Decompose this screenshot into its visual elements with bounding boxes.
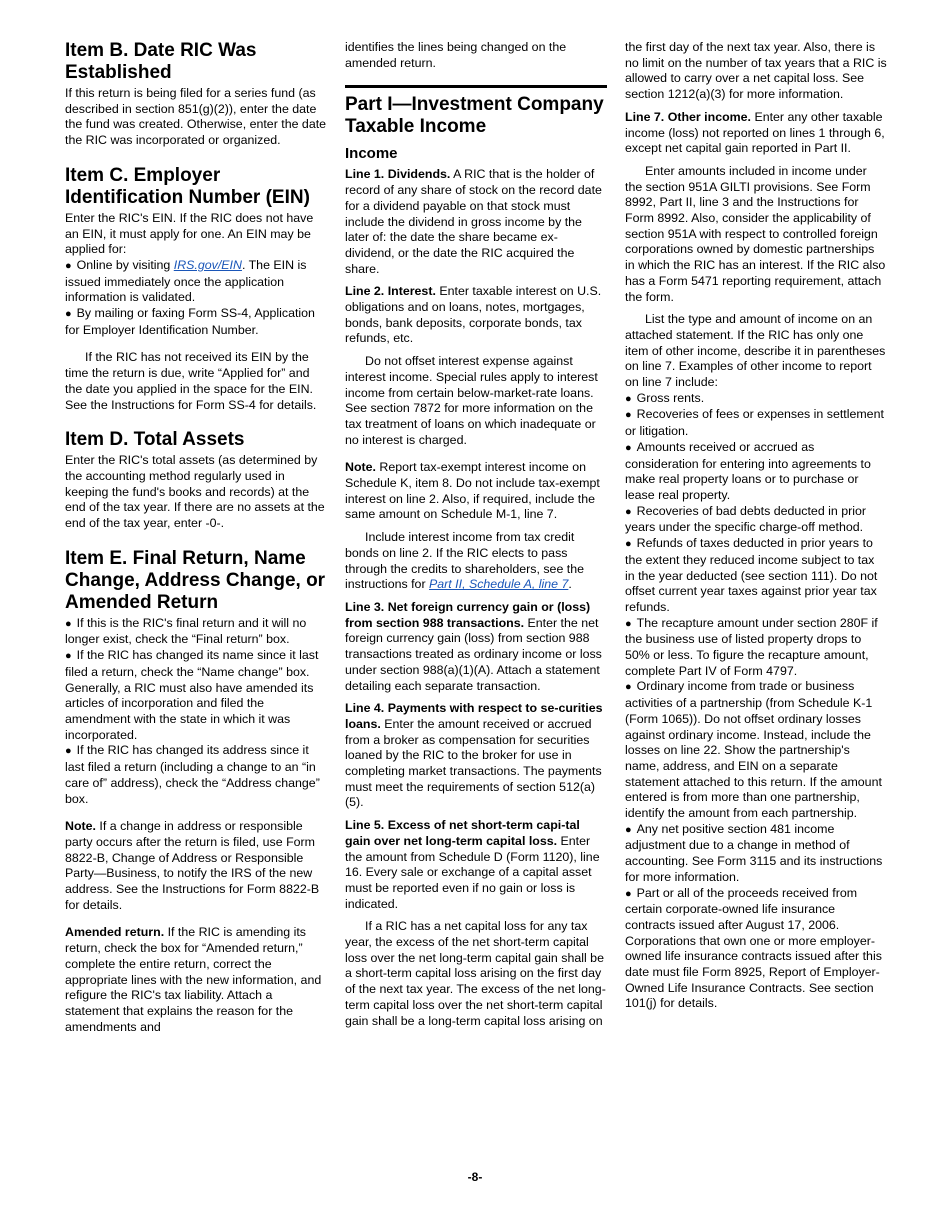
bullet-icon: ● — [625, 617, 632, 630]
part-i-section — [345, 85, 607, 138]
other-income-bullet: ● Any net positive section 481 income adjustment due to a change in method of accounting. See Form 3115 and its instructions for more information. — [625, 821, 883, 884]
line-2-note: Note. Report tax-exempt interest income on Schedule K, item 8. Do not include tax-exempt interest on line 2. Also, if required, include the same amount on Schedule M-1, line 7. — [345, 460, 600, 522]
irs-ein-link[interactable]: IRS.gov/EIN — [173, 257, 242, 272]
column-3 — [625, 40, 887, 1012]
page-number: -8- — [467, 1170, 483, 1184]
continued-text: the first day of the next tax year. Also, there is no limit on the number of tax years that a RIC is allowed to carry over a net capital loss. See section 1212(a)(3) for more information. — [625, 40, 887, 102]
bullet-icon: ● — [625, 681, 632, 694]
bullet-icon: ● — [625, 887, 632, 900]
bullet-icon: ● — [625, 538, 632, 551]
other-income-bullet: ● Refunds of taxes deducted in prior years to the extent they reduced income subject to tax in the year deducted (see section 111). Do not offset current year taxes against prior year tax refunds. — [625, 536, 878, 614]
bullet-icon: ● — [65, 308, 72, 321]
bullet-icon: ● — [65, 745, 72, 758]
item-d-text: Enter the RIC's total assets (as determined by the accounting method regularly used in keeping the fund's books and records) at the end of the tax year. If there are no assets at the end of the tax year, enter -0-. — [65, 453, 325, 531]
line-2-paragraph-3: Include interest income from tax credit bonds on line 2. If the RIC elects to pass through the credits to shareholders, see the instructions for Part II, Schedule A, line 7. — [345, 530, 585, 592]
bullet-icon: ● — [65, 650, 72, 663]
item-e-heading: Item E. Final Return, Name Change, Address Change, or Amended Return — [65, 547, 326, 613]
other-income-bullet: ● Recoveries of fees or expenses in settlement or litigation. — [625, 407, 884, 439]
line-2-paragraph-2: Do not offset interest expense against interest income. Special rules apply to interest income from certain below-market-rate loans. See section 7872 for more information on the tax treatment of loans on which inadequate or no interest is charged. — [345, 354, 598, 447]
line-2-paragraph: Line 2. Interest. Enter taxable interest on U.S. obligations and on loans, notes, mortgages, bonds, bank deposits, corporate bonds, tax refunds, etc. — [345, 284, 602, 346]
other-income-bullet: ● Amounts received or accrued as consideration for entering into agreements to make real property loans or to purchase or lease real property. — [625, 439, 871, 502]
item-e-bullet-1: ● If this is the RIC's final return and it will no longer exist, check the “Final return” box. — [65, 615, 307, 647]
line-7-paragraph-3: List the type and amount of income on an attached statement. If the RIC has only one item of other income, describe it in parentheses on line 7. Examples of other income to report on line 7 include: — [625, 312, 886, 390]
income-heading: Income — [345, 145, 398, 163]
other-income-bullet: ● Part or all of the proceeds received from certain corporate-owned life insurance contracts issued after August 17, 2006. Corporations that own one or more employer-owned life insurance contracts issued after this date must file Form 8925, Report of Employer-Owned Life Insurance Contracts. See section 101(j) for details. — [625, 885, 882, 1011]
item-c-heading: Item C. Employer Identification Number (EIN) — [65, 164, 310, 208]
continued-text: identifies the lines being changed on the amended return. — [345, 40, 567, 70]
other-income-bullet: ● Ordinary income from trade or business activities of a partnership (from Schedule K-1 (Form 1065)). Do not offset ordinary losses against ordinary income. Instead, include the losses on line 22. Show the partnership's name, address, and EIN on a separate statement attached to this return. If the amount entered is from more than one partnership, identify the amount from each partnership. — [625, 679, 882, 821]
item-c-paragraph-2: If the RIC has not received its EIN by the time the return is due, write “Applied for” and the date you applied in the space for the EIN. See the Instructions for Form SS-4 for details. — [65, 350, 317, 412]
line-7-paragraph: Line 7. Other income. Enter any other taxable income (loss) not reported on lines 1 through 6, except net capital gain reported in Part II. — [625, 109, 885, 156]
other-income-bullet: ● Recoveries of bad debts deducted in prior years under the specific charge-off method. — [625, 503, 867, 535]
item-c-text: Enter the RIC's EIN. If the RIC does not have an EIN, it must apply for one. An EIN may be applied for: — [65, 210, 314, 257]
item-e-bullet-2: ● If the RIC has changed its name since it last filed a return, check the “Name change” box. Generally, a RIC must also have amended its articles of incorporation and filed the amendment with the state in which it was incorporated. — [65, 648, 319, 742]
other-income-bullet: ● Gross rents. — [625, 390, 705, 405]
item-b-heading: Item B. Date RIC Was Established — [65, 40, 257, 83]
line-5-paragraph-2: If a RIC has a net capital loss for any tax year, the excess of the net short-term capital loss over the net long-term capital gain shall be a short-term capital loss arising on the first day of the next tax year. The excess of the net long-term capital loss over the net short-term capital gain shall be a long-term capital loss arising on — [345, 919, 606, 1028]
amended-return-paragraph: Amended return. If the RIC is amending its return, check the box for “Amended return,” complete the entire return, correct the appropriate lines with the new information, and refigure the RIC's tax liability. Attach a statement that explains the reason for the amendments and — [65, 925, 322, 1034]
line-4-paragraph: Line 4. Payments with respect to se-curities loans. Enter the amount received or accrued from a broker as compensation for securities loaned by the RIC to the broker for use in completing market transactions. The payments must meet the requirements of section 512(a)(5). — [345, 701, 603, 810]
bullet-icon: ● — [625, 505, 632, 518]
item-d-heading: Item D. Total Assets — [65, 429, 245, 451]
part-ii-schedule-a-link[interactable]: Part II, Schedule A, line 7 — [429, 577, 569, 592]
column-2 — [345, 40, 607, 1029]
bullet-icon: ● — [625, 441, 632, 454]
item-c-bullet-2: ● By mailing or faxing Form SS-4, Application for Employer Identification Number. — [65, 306, 315, 337]
item-e-note: Note. If a change in address or responsible party occurs after the return is filed, use Form 8822-B, Change of Address or Responsible Party—Business, to notify the IRS of the new address. See the Instructions for Form 8822-B for details. — [65, 819, 320, 912]
bullet-icon: ● — [625, 409, 632, 422]
line-7-paragraph-2: Enter amounts included in income under the section 951A GILTI provisions. See Form 8992, Part II, line 3 and the Instructions for Form 8992. Also, consider the applicability of section 951A with respect to controlled foreign corporations owned by domestic partnerships in which the RIC has an interest. If the RIC also has a Form 5471 reporting requirement, attach the form. — [625, 163, 886, 304]
other-income-bullet: ● The recapture amount under section 280F if the business use of listed property drops to 50% or less. To figure the recapture amount, complete Part IV of Form 4797. — [625, 615, 878, 678]
item-b-text: If this return is being filed for a series fund (as described in section 851(g)(2)), enter the date the fund was created. Otherwise, enter the date the RIC was incorporated or organized. — [65, 86, 327, 148]
bullet-icon: ● — [65, 617, 72, 630]
part-i-heading: Part I—Investment Company Taxable Income — [345, 94, 604, 138]
line-5-paragraph: Line 5. Excess of net short-term capi-tal gain over net long-term capital loss. Enter the amount from Schedule D (Form 1120), line 16. Every sale or exchange of a capital asset must be reported even if no gain or loss is indicated. — [345, 818, 600, 911]
item-c-bullet-1: ● Online by visiting IRS.gov/EIN. The EIN is issued immediately once the application information is validated. — [65, 257, 307, 305]
bullet-icon: ● — [625, 823, 632, 836]
line-1-paragraph: Line 1. Dividends. A RIC that is the holder of record of any share of stock on the record date for a dividend payable on that stock must include the dividend in gross income by the later of: the date the share became ex-dividend, or the date the RIC acquired the share. — [345, 167, 602, 276]
column-1 — [65, 40, 328, 1035]
bullet-icon: ● — [625, 392, 632, 405]
item-e-bullet-3: ● If the RIC has changed its address since it last filed a return (including a change to an “in care of” address), check the “Address change” box. — [65, 743, 320, 806]
line-3-paragraph: Line 3. Net foreign currency gain or (loss) from section 988 transactions. Enter the net foreign currency gain (loss) from section 988 transactions treated as ordinary income or loss under section 988(a)(1)(A). Attach a statement detailing each separate transaction. — [345, 599, 602, 693]
bullet-icon: ● — [65, 259, 72, 272]
